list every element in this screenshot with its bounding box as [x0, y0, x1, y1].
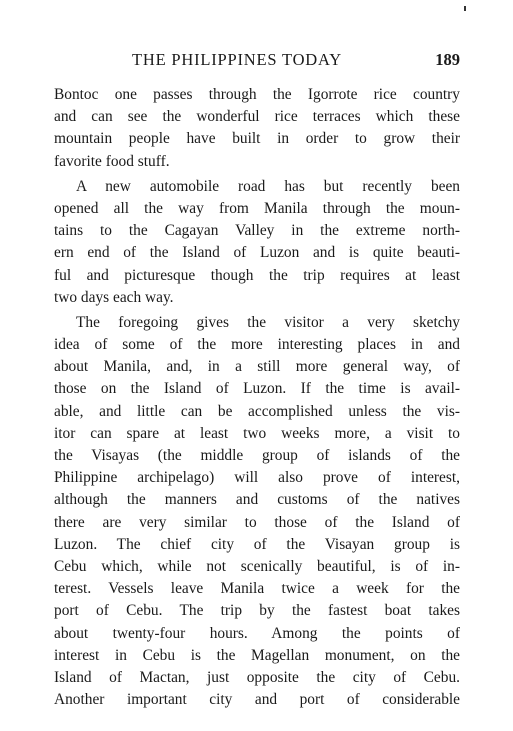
body-text [54, 84, 460, 711]
text-line: ern end of the Island of Luzon and is quite beauti- [54, 244, 460, 262]
text-line: interest in Cebu is the Magellan monument, on the [54, 646, 460, 664]
text-line: Island of Mactan, just opposite the city of Cebu. [54, 668, 460, 686]
text-line: although the manners and customs of the natives [54, 491, 460, 509]
text-line: favorite food stuff. [54, 152, 170, 170]
text-line: mountain people have built in order to grow their [54, 130, 460, 148]
paragraph-2 [54, 176, 460, 309]
text-line: opened all the way from Manila through the moun- [54, 199, 460, 217]
text-line: terest. Vessels leave Manila twice a week for the [54, 580, 460, 598]
text-line: able, and little can be accomplished unless the vis- [54, 402, 460, 420]
text-line: and can see the wonderful rice terraces which these [54, 108, 460, 126]
paragraph-1 [54, 84, 460, 173]
print-speck [464, 6, 466, 11]
text-line: Another important city and port of considerable [54, 691, 460, 709]
text-line: tains to the Cagayan Valley in the extreme north- [54, 222, 460, 240]
text-line: port of Cebu. The trip by the fastest boat takes [54, 602, 460, 620]
text-line: there are very similar to those of the Island of [54, 513, 460, 531]
text-line: Luzon. The chief city of the Visayan group is [54, 535, 460, 553]
text-line: Philippine archipelago) will also prove of interest, [54, 469, 460, 487]
text-line: the Visayas (the middle group of islands of the [54, 447, 460, 464]
page-number: 189 [435, 50, 460, 69]
text-line: Cebu which, while not scenically beautiful, is of in- [54, 557, 460, 575]
text-line: Bontoc one passes through the Igorrote rice country [54, 86, 460, 103]
paragraph-3 [54, 312, 460, 711]
text-line: itor can spare at least two weeks more, a visit to [54, 424, 460, 442]
text-line: two days each way. [54, 288, 174, 306]
page-header [54, 50, 460, 74]
text-line: The foregoing gives the visitor a very sketchy [76, 313, 460, 331]
text-line: about twenty-four hours. Among the points of [54, 624, 460, 642]
text-line: about Manila, and, in a still more general way, of [54, 358, 460, 376]
text-line: A new automobile road has but recently been [76, 177, 460, 195]
text-line: ful and picturesque though the trip requires at least [54, 266, 460, 284]
text-line: idea of some of the more interesting places in and [54, 336, 460, 354]
text-line: those on the Island of Luzon. If the time is avail- [54, 380, 460, 398]
running-head: THE PHILIPPINES TODAY [132, 50, 342, 69]
